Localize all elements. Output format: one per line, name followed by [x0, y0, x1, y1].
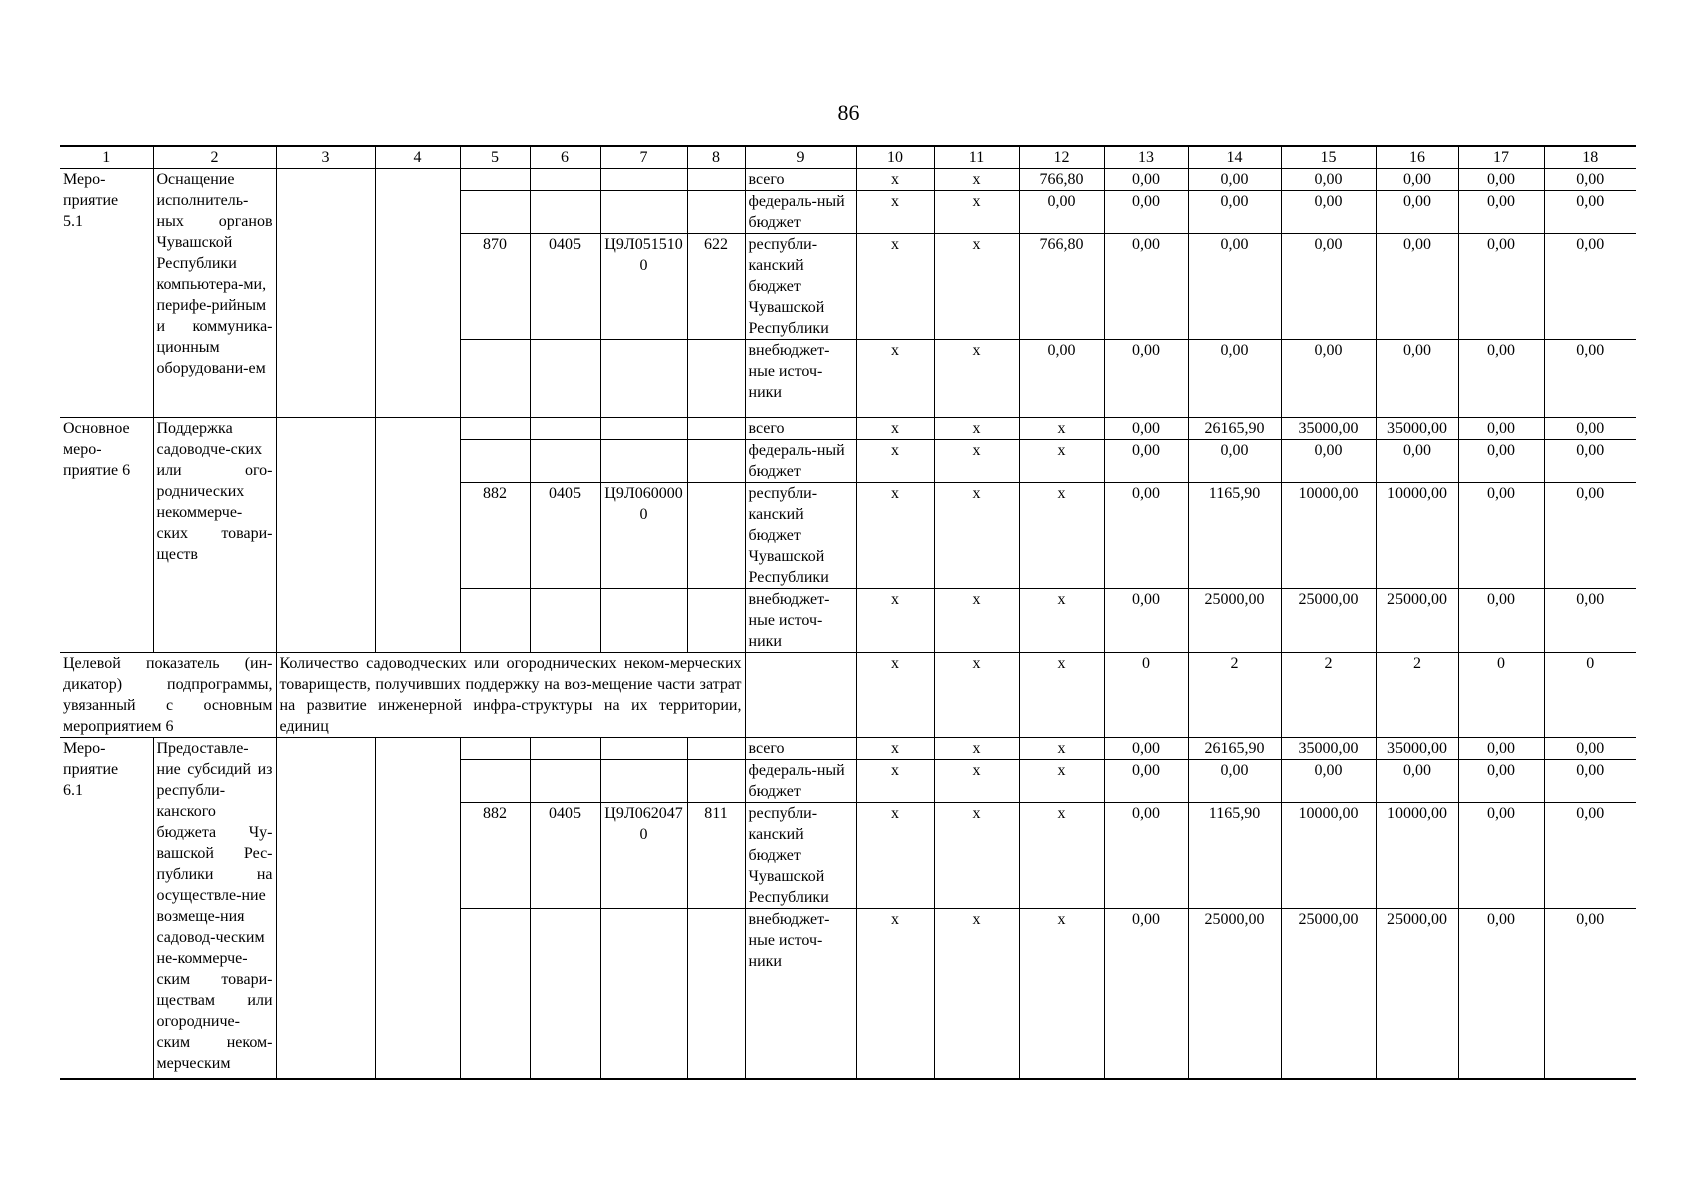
value-cell: x — [934, 760, 1019, 803]
value-cell: 0,00 — [1458, 191, 1544, 234]
activity-name: Предоставле-ние субсидий из республи-канского бюджета Чу-вашской Рес-публики на осуществле-ние возмеще-ния садовод-ческим не-коммерче-ским товари-ществам или огородниче-ским неком-мерческим — [153, 738, 276, 1079]
value-cell: x — [934, 191, 1019, 234]
value-cell: x — [934, 483, 1019, 589]
column-header: 4 — [375, 146, 460, 169]
target-article-code: Ц9Л0600000 — [600, 483, 687, 589]
expense-type-code — [687, 191, 745, 234]
section-code — [530, 169, 600, 191]
funding-source: всего — [745, 738, 856, 760]
expense-type-code: 622 — [687, 234, 745, 340]
value-cell: x — [856, 760, 934, 803]
table-row — [60, 169, 1636, 191]
value-cell: 0,00 — [1544, 191, 1636, 234]
target-article-code — [600, 191, 687, 234]
value-cell: x — [934, 803, 1019, 909]
value-cell: x — [856, 589, 934, 653]
grbs-code: 882 — [460, 483, 530, 589]
value-cell: x — [856, 909, 934, 1079]
column-header: 6 — [530, 146, 600, 169]
value-cell: 0,00 — [1376, 440, 1458, 483]
expense-type-code — [687, 483, 745, 589]
value-cell: x — [856, 191, 934, 234]
value-cell: 0,00 — [1544, 440, 1636, 483]
value-cell: 0,00 — [1104, 760, 1188, 803]
column-header: 10 — [856, 146, 934, 169]
value-cell: 0,00 — [1104, 234, 1188, 340]
value-cell: 0,00 — [1019, 191, 1104, 234]
value-cell: x — [934, 169, 1019, 191]
funding-source: федераль-ный бюджет — [745, 760, 856, 803]
grbs-code — [460, 909, 530, 1079]
value-cell: x — [934, 418, 1019, 440]
funding-source: всего — [745, 418, 856, 440]
grbs-code — [460, 418, 530, 440]
funding-source: республи-канский бюджет Чувашской Республики — [745, 483, 856, 589]
value-cell: 0,00 — [1376, 234, 1458, 340]
activity-name: Оснащение исполнитель-ных органов Чувашской Республики компьютера-ми, перифе-рийным и коммуника-ционным оборудовани-ем — [153, 169, 276, 418]
value-cell: x — [1019, 418, 1104, 440]
value-cell: 0,00 — [1104, 909, 1188, 1079]
indicator-value: 0 — [1544, 653, 1636, 738]
expense-type-code — [687, 418, 745, 440]
target-article-code — [600, 169, 687, 191]
expense-type-code — [687, 169, 745, 191]
grbs-code — [460, 589, 530, 653]
section-code — [530, 738, 600, 760]
activity-name: Поддержка садоводче-ских или ого-роднических некоммерче-ских товари-ществ — [153, 418, 276, 653]
value-cell: 0,00 — [1019, 340, 1104, 418]
value-cell: 0,00 — [1458, 440, 1544, 483]
indicator-value: 0 — [1104, 653, 1188, 738]
section-code: 0405 — [530, 803, 600, 909]
target-article-code — [600, 760, 687, 803]
target-article-code — [600, 440, 687, 483]
value-cell: x — [1019, 909, 1104, 1079]
indicator-value: 2 — [1376, 653, 1458, 738]
funding-source: республи-канский бюджет Чувашской Республики — [745, 803, 856, 909]
indicator-label: Целевой показатель (ин-дикатор) подпрограммы, увязанный с основным мероприятием 6 — [60, 653, 276, 738]
value-cell: 0,00 — [1458, 803, 1544, 909]
grbs-code — [460, 340, 530, 418]
section-code — [530, 191, 600, 234]
value-cell: 25000,00 — [1281, 909, 1376, 1079]
funding-source: внебюджет-ные источ-ники — [745, 589, 856, 653]
activity-number: Меро- приятие 6.1 — [60, 738, 153, 1079]
value-cell: 0,00 — [1104, 418, 1188, 440]
value-cell: 0,00 — [1281, 234, 1376, 340]
value-cell: x — [934, 440, 1019, 483]
value-cell: 0,00 — [1458, 589, 1544, 653]
activity-number: Основное меро-приятие 6 — [60, 418, 153, 653]
responsible-cell — [276, 418, 375, 653]
value-cell: x — [856, 418, 934, 440]
value-cell: 0,00 — [1376, 760, 1458, 803]
expense-type-code — [687, 340, 745, 418]
responsible-cell — [276, 169, 375, 418]
column-header: 12 — [1019, 146, 1104, 169]
target-article-code — [600, 418, 687, 440]
target-article-code: Ц9Л0620470 — [600, 803, 687, 909]
value-cell: 10000,00 — [1376, 483, 1458, 589]
value-cell: 35000,00 — [1281, 418, 1376, 440]
participants-cell — [375, 169, 460, 418]
value-cell: 0,00 — [1544, 909, 1636, 1079]
section-code: 0405 — [530, 483, 600, 589]
value-cell: x — [856, 440, 934, 483]
section-code — [530, 340, 600, 418]
value-cell: 0,00 — [1544, 340, 1636, 418]
funding-source: республи-канский бюджет Чувашской Республики — [745, 234, 856, 340]
indicator-description: Количество садоводческих или огороднических неком-мерческих товариществ, получивших поддержку на воз-мещение части затрат на развитие инженерной инфра-структуры на их территории, единиц — [276, 653, 745, 738]
participants-cell — [375, 418, 460, 653]
value-cell: 0,00 — [1281, 760, 1376, 803]
value-cell: 0,00 — [1104, 738, 1188, 760]
expense-type-code: 811 — [687, 803, 745, 909]
expense-type-code — [687, 440, 745, 483]
column-header: 18 — [1544, 146, 1636, 169]
value-cell: 0,00 — [1104, 589, 1188, 653]
grbs-code — [460, 760, 530, 803]
expense-type-code — [687, 909, 745, 1079]
funding-source: федераль-ный бюджет — [745, 440, 856, 483]
indicator-value: 0 — [1458, 653, 1544, 738]
value-cell: 0,00 — [1376, 169, 1458, 191]
value-cell: 1165,90 — [1188, 483, 1281, 589]
value-cell: 0,00 — [1188, 169, 1281, 191]
column-header: 1 — [60, 146, 153, 169]
value-cell: 10000,00 — [1376, 803, 1458, 909]
responsible-cell — [276, 738, 375, 1079]
grbs-code — [460, 169, 530, 191]
value-cell: 25000,00 — [1188, 589, 1281, 653]
value-cell: 0,00 — [1281, 191, 1376, 234]
value-cell: 0,00 — [1281, 169, 1376, 191]
table-row — [60, 738, 1636, 760]
section-code — [530, 418, 600, 440]
column-header: 7 — [600, 146, 687, 169]
value-cell: x — [934, 340, 1019, 418]
grbs-code: 882 — [460, 803, 530, 909]
value-cell: x — [934, 738, 1019, 760]
value-cell: 0,00 — [1104, 803, 1188, 909]
section-code — [530, 909, 600, 1079]
value-cell: 0,00 — [1544, 169, 1636, 191]
value-cell: x — [934, 234, 1019, 340]
budget-table — [60, 145, 1636, 1080]
value-cell: 0,00 — [1188, 234, 1281, 340]
value-cell: 0,00 — [1458, 738, 1544, 760]
value-cell: 25000,00 — [1376, 589, 1458, 653]
value-cell: 0,00 — [1544, 738, 1636, 760]
value-cell: 0,00 — [1458, 169, 1544, 191]
value-cell: x — [1019, 589, 1104, 653]
column-header: 8 — [687, 146, 745, 169]
indicator-source-cell — [745, 653, 856, 738]
indicator-value: 2 — [1188, 653, 1281, 738]
value-cell: 0,00 — [1458, 483, 1544, 589]
value-cell: 0,00 — [1458, 340, 1544, 418]
value-cell: 766,80 — [1019, 234, 1104, 340]
value-cell: 35000,00 — [1281, 738, 1376, 760]
column-header: 17 — [1458, 146, 1544, 169]
target-article-code — [600, 738, 687, 760]
expense-type-code — [687, 760, 745, 803]
value-cell: 35000,00 — [1376, 418, 1458, 440]
value-cell: 0,00 — [1544, 803, 1636, 909]
value-cell: x — [856, 738, 934, 760]
value-cell: x — [856, 234, 934, 340]
section-code — [530, 589, 600, 653]
column-header: 3 — [276, 146, 375, 169]
column-header: 9 — [745, 146, 856, 169]
value-cell: x — [856, 169, 934, 191]
value-cell: 0,00 — [1544, 760, 1636, 803]
value-cell: 0,00 — [1188, 440, 1281, 483]
value-cell: 0,00 — [1188, 191, 1281, 234]
value-cell: 0,00 — [1458, 760, 1544, 803]
target-article-code — [600, 589, 687, 653]
value-cell: x — [1019, 803, 1104, 909]
value-cell: 0,00 — [1376, 191, 1458, 234]
value-cell: 0,00 — [1104, 483, 1188, 589]
expense-type-code — [687, 738, 745, 760]
indicator-value: x — [856, 653, 934, 738]
value-cell: x — [1019, 440, 1104, 483]
indicator-value: 2 — [1281, 653, 1376, 738]
value-cell: 35000,00 — [1376, 738, 1458, 760]
target-article-code — [600, 340, 687, 418]
value-cell: 1165,90 — [1188, 803, 1281, 909]
value-cell: 0,00 — [1376, 340, 1458, 418]
value-cell: 0,00 — [1104, 169, 1188, 191]
grbs-code — [460, 191, 530, 234]
value-cell: 10000,00 — [1281, 483, 1376, 589]
value-cell: 10000,00 — [1281, 803, 1376, 909]
indicator-row — [60, 653, 1636, 738]
table-row — [60, 418, 1636, 440]
value-cell: 0,00 — [1544, 234, 1636, 340]
value-cell: 26165,90 — [1188, 738, 1281, 760]
participants-cell — [375, 738, 460, 1079]
value-cell: 0,00 — [1104, 440, 1188, 483]
column-header: 13 — [1104, 146, 1188, 169]
value-cell: 25000,00 — [1281, 589, 1376, 653]
indicator-value: x — [934, 653, 1019, 738]
column-header: 2 — [153, 146, 276, 169]
funding-source: внебюджет-ные источ-ники — [745, 909, 856, 1079]
activity-number: Меро- приятие 5.1 — [60, 169, 153, 418]
value-cell: 26165,90 — [1188, 418, 1281, 440]
indicator-value: x — [1019, 653, 1104, 738]
value-cell: 0,00 — [1281, 440, 1376, 483]
section-code — [530, 760, 600, 803]
grbs-code — [460, 738, 530, 760]
column-header-row — [60, 146, 1636, 169]
value-cell: 0,00 — [1104, 191, 1188, 234]
value-cell: x — [934, 909, 1019, 1079]
value-cell: 0,00 — [1458, 234, 1544, 340]
value-cell: 25000,00 — [1376, 909, 1458, 1079]
column-header: 15 — [1281, 146, 1376, 169]
value-cell: x — [1019, 760, 1104, 803]
value-cell: x — [856, 483, 934, 589]
funding-source: внебюджет-ные источ-ники — [745, 340, 856, 418]
funding-source: федераль-ный бюджет — [745, 191, 856, 234]
target-article-code: Ц9Л0515100 — [600, 234, 687, 340]
column-header: 14 — [1188, 146, 1281, 169]
value-cell: x — [934, 589, 1019, 653]
value-cell: 0,00 — [1544, 589, 1636, 653]
page-number: 86 — [837, 100, 860, 125]
value-cell: 0,00 — [1281, 340, 1376, 418]
grbs-code: 870 — [460, 234, 530, 340]
column-header: 5 — [460, 146, 530, 169]
table-body — [60, 146, 1636, 1079]
value-cell: 0,00 — [1544, 418, 1636, 440]
target-article-code — [600, 909, 687, 1079]
column-header: 11 — [934, 146, 1019, 169]
value-cell: x — [1019, 738, 1104, 760]
grbs-code — [460, 440, 530, 483]
value-cell: 0,00 — [1458, 909, 1544, 1079]
section-code: 0405 — [530, 234, 600, 340]
section-code — [530, 440, 600, 483]
column-header: 16 — [1376, 146, 1458, 169]
value-cell: 25000,00 — [1188, 909, 1281, 1079]
value-cell: 0,00 — [1544, 483, 1636, 589]
value-cell: x — [1019, 483, 1104, 589]
value-cell: x — [856, 340, 934, 418]
value-cell: 0,00 — [1188, 340, 1281, 418]
funding-source: всего — [745, 169, 856, 191]
value-cell: 0,00 — [1104, 340, 1188, 418]
expense-type-code — [687, 589, 745, 653]
value-cell: x — [856, 803, 934, 909]
value-cell: 766,80 — [1019, 169, 1104, 191]
value-cell: 0,00 — [1458, 418, 1544, 440]
value-cell: 0,00 — [1188, 760, 1281, 803]
